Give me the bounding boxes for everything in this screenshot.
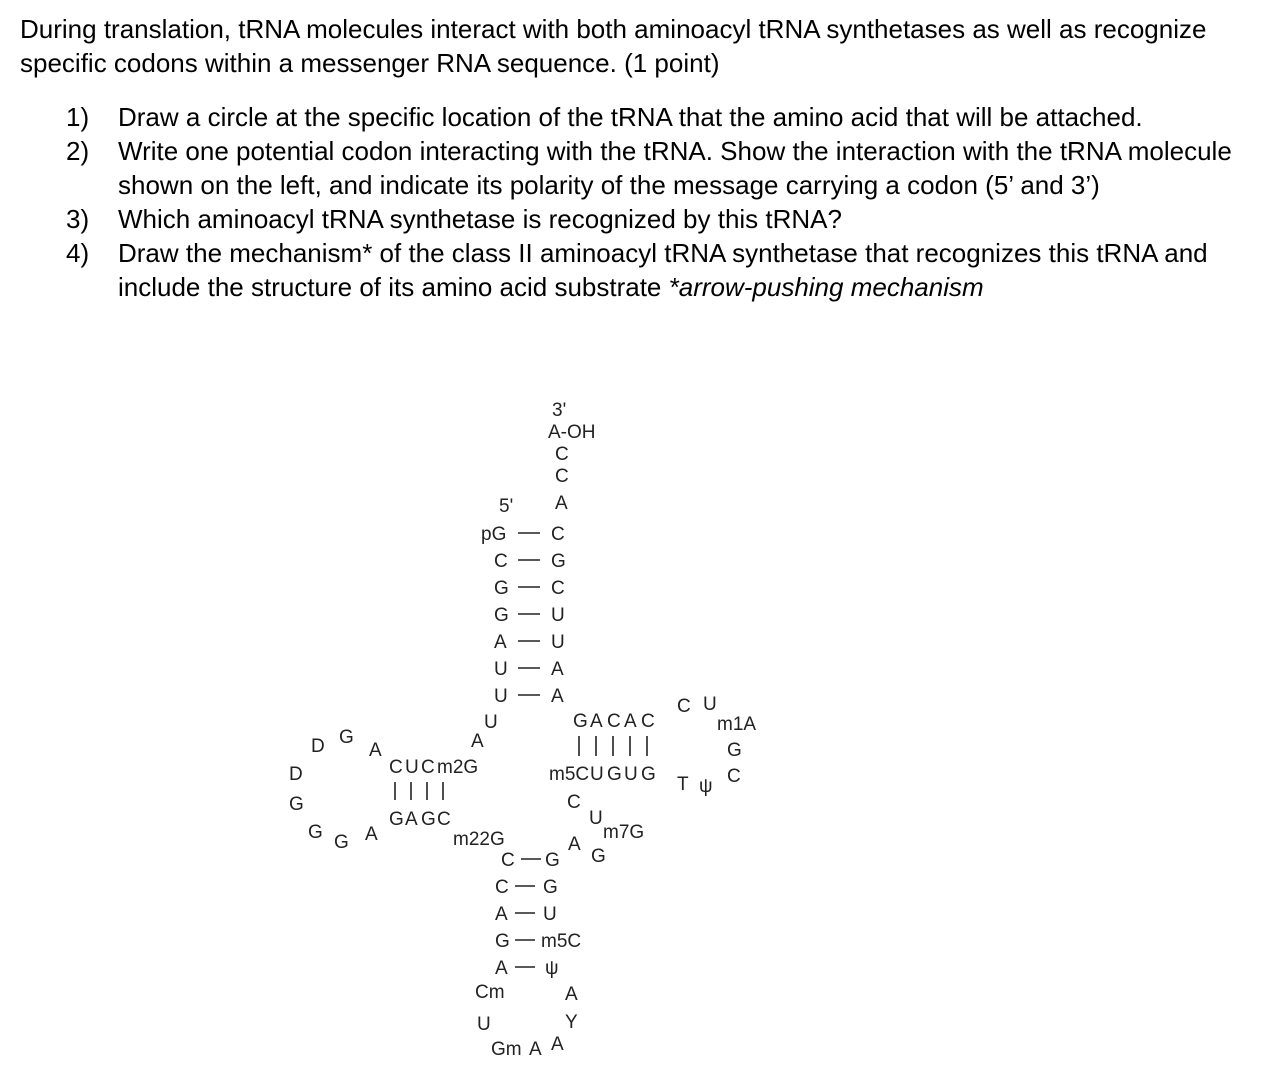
anticodon-stem-right-nt: G bbox=[545, 850, 560, 871]
t-arm-bottom-nt: G bbox=[641, 764, 656, 785]
question-item-2 bbox=[66, 134, 1271, 202]
acceptor-stem-right-nt: C bbox=[551, 578, 565, 599]
anticodon-loop-nt: U bbox=[477, 1014, 491, 1035]
acceptor-stem-right-nt: U bbox=[551, 632, 565, 653]
question-item-3 bbox=[66, 202, 1271, 236]
t-arm-bottom-nt: U bbox=[624, 764, 638, 785]
three-prime-label: 3' bbox=[552, 400, 567, 421]
acceptor-a-oh: A-OH bbox=[548, 422, 596, 443]
anticodon-stem-left-nt: A bbox=[495, 904, 508, 925]
t-arm-bottom-nt: m5C bbox=[549, 764, 590, 785]
question-item-1 bbox=[66, 100, 1271, 134]
d-loop-nt: D bbox=[311, 736, 325, 757]
d-arm-m22g: m22G bbox=[453, 829, 505, 850]
question-number: 4) bbox=[66, 238, 90, 268]
acceptor-stem-left-nt: G bbox=[494, 578, 509, 599]
trna-cloverleaf-figure bbox=[265, 390, 785, 1080]
anticodon-stem-right-nt: U bbox=[543, 904, 557, 925]
t-loop-nt: T bbox=[677, 774, 689, 795]
question-number: 3) bbox=[66, 204, 90, 234]
five-prime-label: 5' bbox=[499, 496, 514, 517]
acceptor-stem-left-nt: pG bbox=[481, 524, 507, 545]
variable-region-nt: C bbox=[567, 792, 581, 813]
d-arm-a: A bbox=[471, 731, 484, 752]
anticodon-loop-nt: Gm bbox=[491, 1039, 522, 1060]
t-loop-nt: G bbox=[727, 740, 742, 761]
anticodon-stem-left-nt: G bbox=[495, 931, 510, 952]
acceptor-stem-right-nt: A bbox=[551, 659, 564, 680]
variable-region-nt: m7G bbox=[603, 822, 645, 843]
acceptor-stem-right-nt: C bbox=[551, 524, 565, 545]
question-emphasis: *arrow-pushing mechanism bbox=[668, 272, 984, 302]
variable-region-nt: G bbox=[591, 846, 606, 867]
acceptor-stem-left-nt: G bbox=[494, 605, 509, 626]
variable-region-nt: U bbox=[589, 808, 603, 829]
d-loop-nt: G bbox=[308, 822, 323, 843]
d-arm-top-nt: C bbox=[389, 757, 403, 778]
anticodon-stem-left-nt: A bbox=[495, 958, 508, 979]
acceptor-stem-right-nt: A bbox=[551, 686, 564, 707]
anticodon-loop-nt: Cm bbox=[475, 982, 505, 1003]
anticodon-loop-nt: A bbox=[551, 1034, 564, 1055]
t-arm-bottom-nt: G bbox=[607, 764, 622, 785]
t-arm-top-nt: C bbox=[641, 711, 655, 732]
d-arm-bottom-nt: G bbox=[389, 809, 404, 830]
t-arm-top-nt: A bbox=[590, 711, 603, 732]
d-loop-nt: A bbox=[369, 740, 382, 761]
acceptor-stem-right-nt: G bbox=[551, 551, 566, 572]
question-number: 1) bbox=[66, 102, 90, 132]
acceptor-stem-left-nt: U bbox=[494, 686, 508, 707]
t-arm-top-nt: C bbox=[607, 711, 621, 732]
intro-paragraph: During translation, tRNA molecules interact with both aminoacyl tRNA synthetases as well as recognize specific codons within a messenger RNA sequence. (1 point) bbox=[20, 14, 1207, 78]
question-text: Draw a circle at the specific location of the tRNA that the amino acid that will be attached. bbox=[118, 102, 1143, 132]
anticodon-stem-left-nt: C bbox=[495, 877, 509, 898]
anticodon-loop-nt: Y bbox=[565, 1012, 578, 1033]
d-loop-nt: G bbox=[339, 727, 354, 748]
t-loop-nt: U bbox=[703, 694, 717, 715]
d-arm-bottom-nt: G bbox=[421, 809, 436, 830]
question-item-4 bbox=[66, 236, 1271, 304]
d-loop-nt: A bbox=[365, 824, 378, 845]
d-arm-top-nt: C bbox=[421, 757, 435, 778]
t-loop-nt: ψ bbox=[699, 776, 713, 797]
t-loop-nt: m1A bbox=[717, 714, 757, 735]
t-arm-top-nt: G bbox=[573, 711, 588, 732]
question-list bbox=[66, 100, 1271, 304]
acceptor-stem-left-nt: U bbox=[494, 659, 508, 680]
anticodon-loop-nt: A bbox=[565, 984, 578, 1005]
d-arm-top-nt: m2G bbox=[437, 757, 479, 778]
t-loop-nt: C bbox=[677, 696, 691, 717]
anticodon-stem-left-nt: C bbox=[501, 850, 515, 871]
trna-cloverleaf-svg bbox=[265, 390, 785, 1080]
d-loop-nt: G bbox=[289, 794, 304, 815]
acceptor-tail-nt: A bbox=[555, 493, 568, 514]
d-arm-bottom-nt: C bbox=[437, 809, 451, 830]
anticodon-stem-right-nt: ψ bbox=[545, 958, 559, 979]
question-number: 2) bbox=[66, 136, 90, 166]
t-loop-nt: C bbox=[727, 766, 741, 787]
d-loop-nt: G bbox=[334, 832, 349, 853]
question-text: Write one potential codon interacting with the tRNA. Show the interaction with the tRNA molecule shown on the left, and indicate its polarity of the message carrying a codon (5’ and 3’) bbox=[118, 136, 1232, 200]
d-arm-top-nt: U bbox=[405, 757, 419, 778]
junction-u: U bbox=[484, 712, 498, 733]
acceptor-stem-left-nt: C bbox=[494, 551, 508, 572]
t-arm-bottom-nt: U bbox=[590, 764, 604, 785]
anticodon-stem-right-nt: m5C bbox=[541, 931, 582, 952]
t-arm-top-nt: A bbox=[624, 711, 637, 732]
acceptor-tail-nt: C bbox=[555, 466, 569, 487]
anticodon-loop-nt: A bbox=[529, 1039, 542, 1060]
acceptor-stem-left-nt: A bbox=[494, 632, 507, 653]
variable-region-nt: A bbox=[568, 834, 581, 855]
anticodon-stem-right-nt: G bbox=[543, 877, 558, 898]
d-loop-nt: D bbox=[289, 764, 303, 785]
question-text: Draw the mechanism* of the class II aminoacyl tRNA synthetase that recognizes this tRNA and include the structure of its amino acid substrate bbox=[118, 238, 1208, 302]
d-arm-bottom-nt: A bbox=[405, 809, 418, 830]
acceptor-tail-nt: C bbox=[555, 444, 569, 465]
question-text: Which aminoacyl tRNA synthetase is recognized by this tRNA? bbox=[118, 204, 842, 234]
acceptor-stem-right-nt: U bbox=[551, 605, 565, 626]
